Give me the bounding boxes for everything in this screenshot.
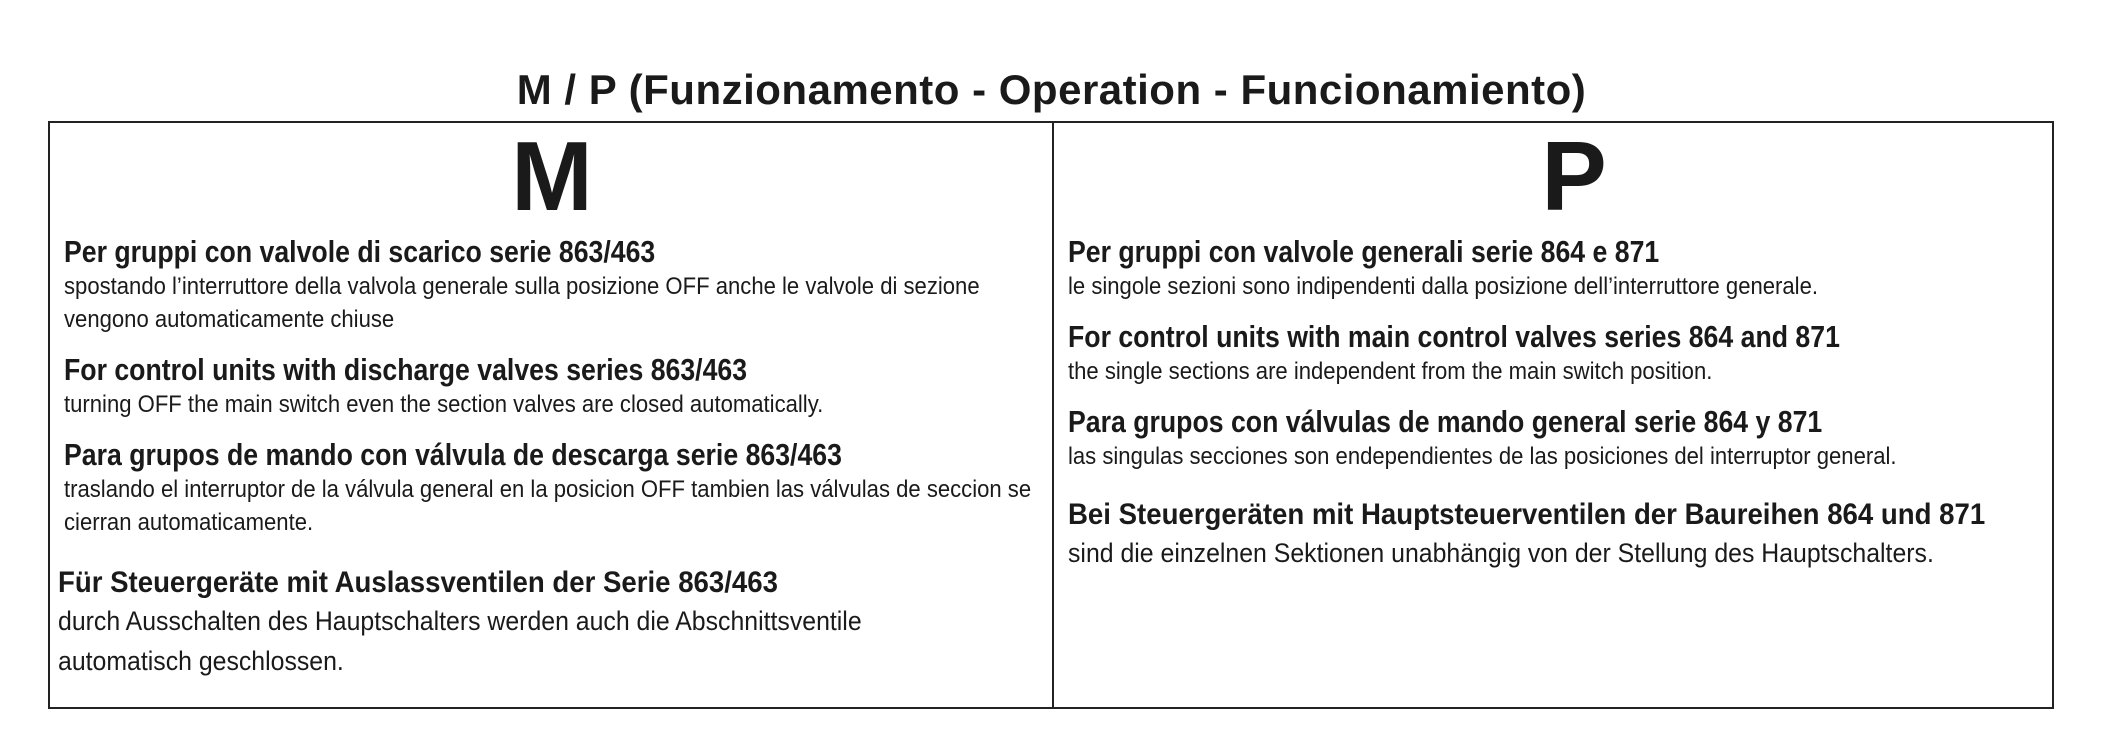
block-heading: For control units with main control valves series 864 and 871 [1068,319,1840,354]
block-text: las singulas secciones son endependientes de las posiciones del interruptor general. [1068,443,1897,470]
block-heading: Per gruppi con valvole di scarico serie 863/463 [64,234,656,269]
column-m-blocks [58,234,1038,681]
column-p-block-de [1068,497,2078,573]
block-heading: Para grupos con válvulas de mando general serie 864 y 871 [1068,404,1823,439]
column-p-block-it [1068,234,2078,303]
page-title: M / P (Funzionamento - Operation - Funcionamiento) [516,66,1587,113]
column-p-blocks [1068,234,2078,573]
column-m-letter: M [511,121,591,231]
block-heading: Bei Steuergeräten mit Hauptsteuerventilen der Baureihen 864 und 871 [1068,498,1986,531]
block-heading: Für Steuergeräte mit Auslassventilen der Serie 863/463 [58,566,778,599]
block-text: durch Ausschalten des Hauptschalters werden auch die Abschnittsventile automatisch geschlossen. [58,606,862,676]
column-p-block-en [1068,319,2078,388]
column-p [1054,123,2092,707]
column-m-block-es [64,437,1038,539]
block-text: traslando el interruptor de la válvula general en la posicion OFF tambien las válvulas de seccion se cierran automaticamente. [64,476,1032,536]
block-heading: Per gruppi con valvole generali serie 864 e 871 [1068,234,1660,269]
column-p-letter: P [1541,121,1605,231]
operation-table [48,121,2054,709]
block-text: turning OFF the main switch even the section valves are closed automatically. [64,391,824,418]
block-text: the single sections are independent from the main switch position. [1068,358,1713,385]
block-text: sind die einzelnen Sektionen unabhängig von der Stellung des Hauptschalters. [1068,538,1934,568]
column-p-block-es [1068,404,2078,473]
block-heading: For control units with discharge valves series 863/463 [64,352,748,387]
column-m [50,123,1054,707]
column-m-block-it [64,234,1038,336]
column-m-block-de [58,565,1038,681]
block-text: spostando l’interruttore della valvola generale sulla posizione OFF anche le valvole di sezione vengono automaticamente chiuse [64,273,980,333]
block-text: le singole sezioni sono indipendenti dalla posizione dell’interruttore generale. [1068,273,1818,300]
block-heading: Para grupos de mando con válvula de descarga serie 863/463 [64,437,842,472]
column-m-block-en [64,352,1038,421]
